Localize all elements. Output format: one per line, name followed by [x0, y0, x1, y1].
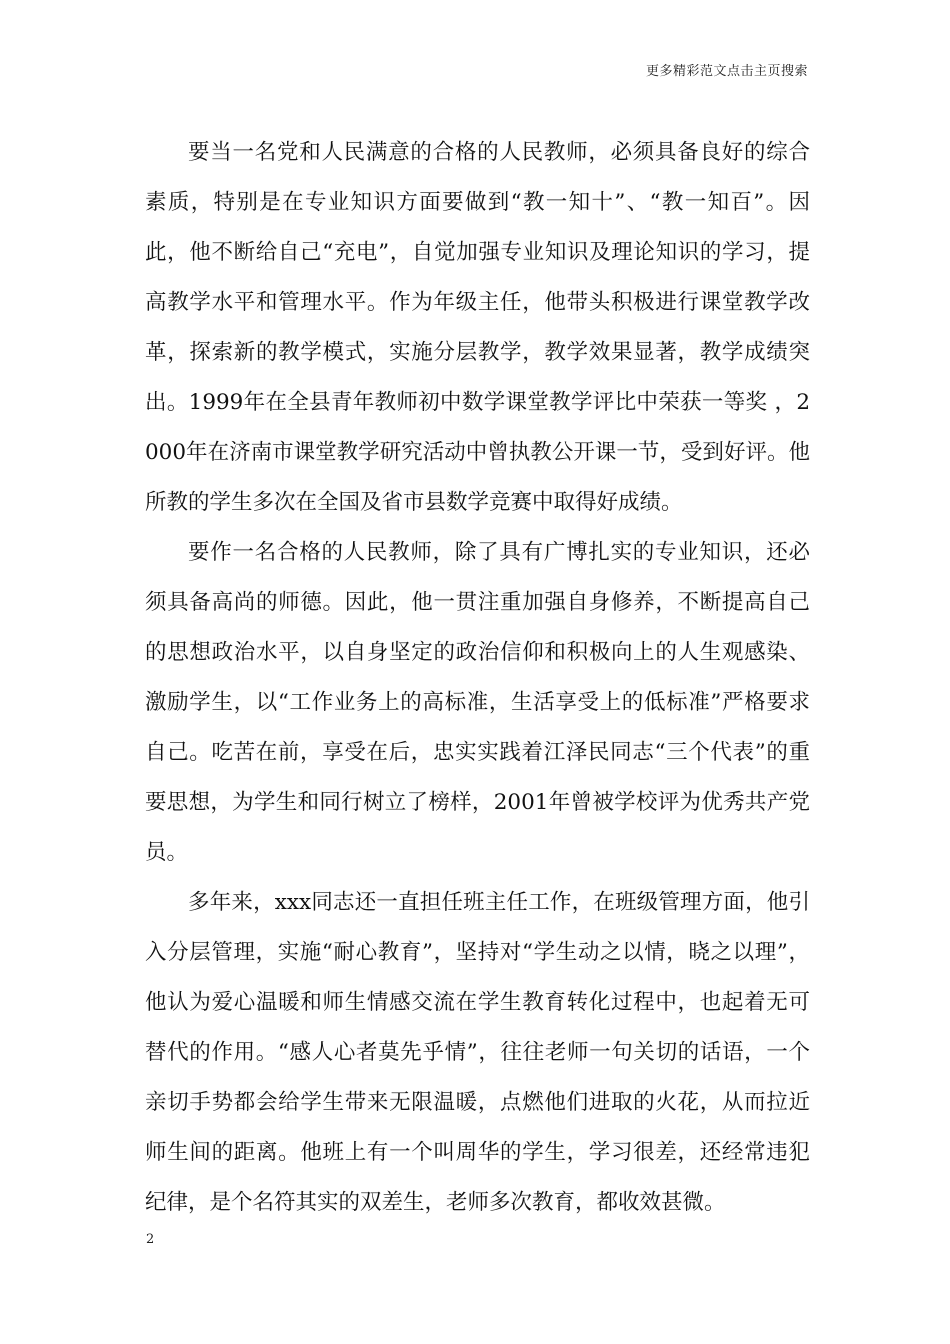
paragraph-3: 多年来，xxx同志还一直担任班主任工作，在班级管理方面，他引入分层管理，实施“耐心教育”，坚持对“学生动之以情，晓之以理”，他认为爱心温暖和师生情感交流在学生教育转化过程中，也起着无可替代的作用。“感人心者莫先乎情”，往往老师一句关切的话语，一个亲切手势都会给学生带来无限温暖，点燃他们进取的火花，从而拉近师生间的距离。他班上有一个叫周华的学生，学习很差，还经常违犯纪律，是个名符其实的双差生，老师多次教育，都收效甚微。 — [145, 890, 810, 1215]
header-homepage-search-link[interactable]: 更多精彩范文点击主页搜索 — [645, 64, 808, 79]
page-number: 2 — [146, 1232, 155, 1247]
paragraph-2: 要作一名合格的人民教师，除了具有广博扎实的专业知识，还必须具备高尚的师德。因此，他一贯注重加强自身修养，不断提高自己的思想政治水平，以自身坚定的政治信仰和积极向上的人生观感染、激励学生，以“工作业务上的高标准，生活享受上的低标准”严格要求自己。吃苦在前，享受在后，忠实实践着江泽民同志“三个代表”的重要思想，为学生和同行树立了榜样，2001年曾被学校评为优秀共产党员。 — [145, 540, 810, 865]
document-body — [145, 128, 810, 1228]
paragraph-1: 要当一名党和人民满意的合格的人民教师，必须具备良好的综合素质，特别是在专业知识方面要做到“教一知十”、“教一知百”。因此，他不断给自己“充电”，自觉加强专业知识及理论知识的学习，提高教学水平和管理水平。作为年级主任，他带头积极进行课堂教学改革，探索新的教学模式，实施分层教学，教学效果显著，教学成绩突出。1999年在全县青年教师初中数学课堂教学评比中荣获一等奖 ，2000年在济南市课堂教学研究活动中曾执教公开课一节，受到好评。他所教的学生多次在全国及省市县数学竞赛中取得好成绩。 — [145, 140, 810, 515]
